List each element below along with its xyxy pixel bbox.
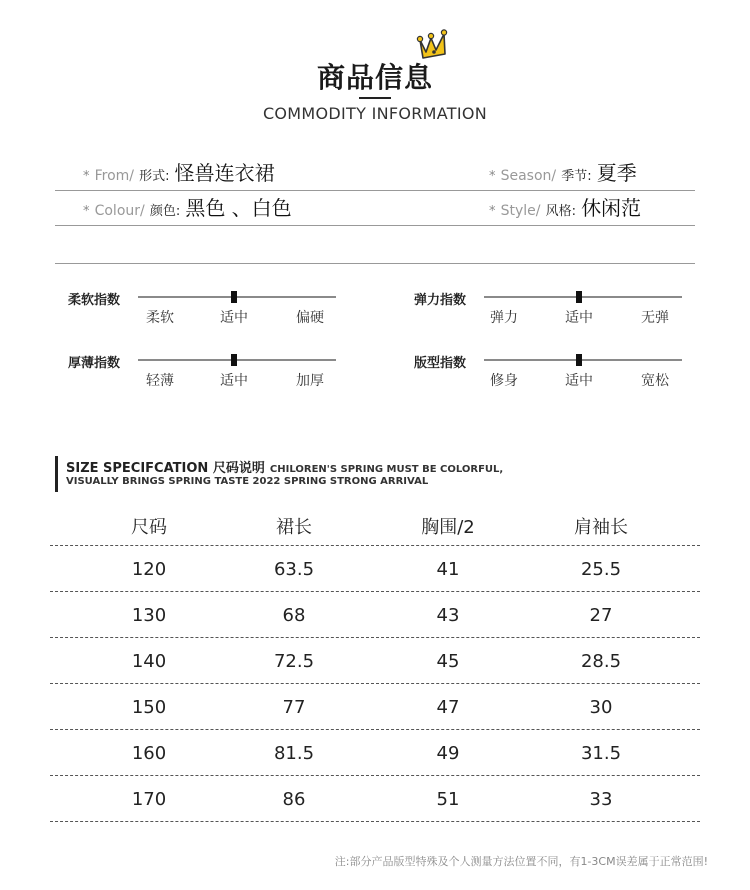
footnote: 注:部分产品版型特殊及个人测量方法位置不同，有1-3CM误差属于正常范围! bbox=[334, 855, 708, 868]
cell-length: 72.5 bbox=[273, 651, 315, 672]
cell-bust: 47 bbox=[436, 697, 460, 718]
cell-length: 68 bbox=[282, 605, 306, 626]
elasticity-option-1: 弹力 bbox=[490, 310, 518, 326]
cell-size: 140 bbox=[131, 651, 167, 672]
style-value: 休闲范 bbox=[581, 196, 642, 220]
table-divider bbox=[50, 821, 700, 822]
fit-index-track bbox=[484, 359, 682, 361]
elasticity-option-3: 无弹 bbox=[641, 310, 669, 326]
table-divider bbox=[50, 775, 700, 776]
cell-bust: 41 bbox=[436, 559, 460, 580]
info-row-colour-style bbox=[55, 193, 695, 226]
info-colour bbox=[83, 192, 292, 221]
cell-length: 77 bbox=[282, 697, 306, 718]
size-tagline-1: CHILOREN'S SPRING MUST BE COLORFUL, bbox=[269, 464, 504, 475]
info-style bbox=[489, 192, 641, 221]
softness-index-track bbox=[138, 296, 336, 298]
thickness-index-track bbox=[138, 359, 336, 361]
cell-bust: 51 bbox=[436, 789, 460, 810]
cell-sleeve: 33 bbox=[589, 789, 613, 810]
cell-bust: 45 bbox=[436, 651, 460, 672]
cell-sleeve: 31.5 bbox=[580, 743, 622, 764]
size-heading-bar bbox=[55, 456, 58, 492]
star-mark: * bbox=[489, 204, 496, 219]
season-value: 夏季 bbox=[596, 161, 637, 185]
softness-index-marker bbox=[231, 291, 237, 303]
cell-size: 160 bbox=[131, 743, 167, 764]
table-divider bbox=[50, 683, 700, 684]
col-header-length: 裙长 bbox=[276, 517, 312, 538]
colour-label-cn: 颜色: bbox=[149, 204, 181, 219]
cell-sleeve: 30 bbox=[589, 697, 613, 718]
fit-index-marker bbox=[576, 354, 582, 366]
cell-length: 63.5 bbox=[273, 559, 315, 580]
star-mark: * bbox=[489, 169, 496, 184]
season-label-en: Season/ bbox=[500, 168, 557, 184]
cell-bust: 49 bbox=[436, 743, 460, 764]
page-title: 商品信息 bbox=[316, 61, 433, 94]
season-label-cn: 季节: bbox=[561, 169, 592, 184]
thickness-option-2: 适中 bbox=[220, 373, 248, 389]
table-divider bbox=[50, 545, 700, 546]
style-label-en: Style/ bbox=[500, 203, 541, 219]
star-mark: * bbox=[83, 204, 90, 219]
from-value: 怪兽连衣裙 bbox=[174, 161, 275, 185]
thickness-option-3: 加厚 bbox=[296, 373, 324, 389]
col-header-size: 尺码 bbox=[131, 517, 167, 538]
star-mark: * bbox=[83, 169, 90, 184]
elasticity-index-track bbox=[484, 296, 682, 298]
cell-length: 86 bbox=[282, 789, 306, 810]
style-label-cn: 风格: bbox=[545, 204, 576, 219]
fit-option-2: 适中 bbox=[565, 373, 593, 389]
info-row-form-season bbox=[55, 158, 695, 191]
softness-index-label: 柔软指数 bbox=[68, 293, 121, 308]
info-row-empty bbox=[55, 231, 695, 264]
softness-option-1: 柔软 bbox=[146, 310, 174, 326]
elasticity-index-label: 弹力指数 bbox=[414, 293, 467, 308]
page-subtitle: COMMODITY INFORMATION bbox=[262, 104, 488, 123]
table-divider bbox=[50, 591, 700, 592]
size-heading bbox=[66, 457, 503, 476]
cell-size: 150 bbox=[131, 697, 167, 718]
cell-size: 170 bbox=[131, 789, 167, 810]
fit-option-3: 宽松 bbox=[641, 373, 669, 389]
from-label-en: From/ bbox=[94, 168, 134, 184]
info-season bbox=[489, 157, 637, 186]
thickness-option-1: 轻薄 bbox=[146, 373, 174, 389]
elasticity-index-marker bbox=[576, 291, 582, 303]
elasticity-option-2: 适中 bbox=[565, 310, 593, 326]
cell-sleeve: 27 bbox=[589, 605, 613, 626]
fit-option-1: 修身 bbox=[490, 373, 518, 389]
thickness-index-marker bbox=[231, 354, 237, 366]
cell-bust: 43 bbox=[436, 605, 460, 626]
table-divider bbox=[50, 729, 700, 730]
cell-sleeve: 25.5 bbox=[580, 559, 622, 580]
size-tagline-2: VISUALLY BRINGS SPRING TASTE 2022 SPRING STRONG ARRIVAL bbox=[66, 476, 429, 487]
colour-value: 黑色 、白色 bbox=[185, 196, 292, 220]
crown-icon bbox=[414, 28, 454, 64]
cell-size: 120 bbox=[131, 559, 167, 580]
cell-length: 81.5 bbox=[273, 743, 315, 764]
softness-option-2: 适中 bbox=[220, 310, 248, 326]
softness-option-3: 偏硬 bbox=[296, 310, 324, 326]
cell-size: 130 bbox=[131, 605, 167, 626]
info-from bbox=[83, 157, 275, 186]
title-underline bbox=[359, 97, 391, 99]
colour-label-en: Colour/ bbox=[94, 203, 145, 219]
cell-sleeve: 28.5 bbox=[580, 651, 622, 672]
thickness-index-label: 厚薄指数 bbox=[68, 356, 121, 371]
col-header-bust: 胸围/2 bbox=[421, 517, 475, 538]
col-header-sleeve: 肩袖长 bbox=[574, 517, 628, 538]
table-divider bbox=[50, 637, 700, 638]
size-title: SIZE SPECIFCATION 尺码说明 bbox=[66, 461, 265, 476]
from-label-cn: 形式: bbox=[139, 169, 170, 184]
fit-index-label: 版型指数 bbox=[414, 356, 467, 371]
